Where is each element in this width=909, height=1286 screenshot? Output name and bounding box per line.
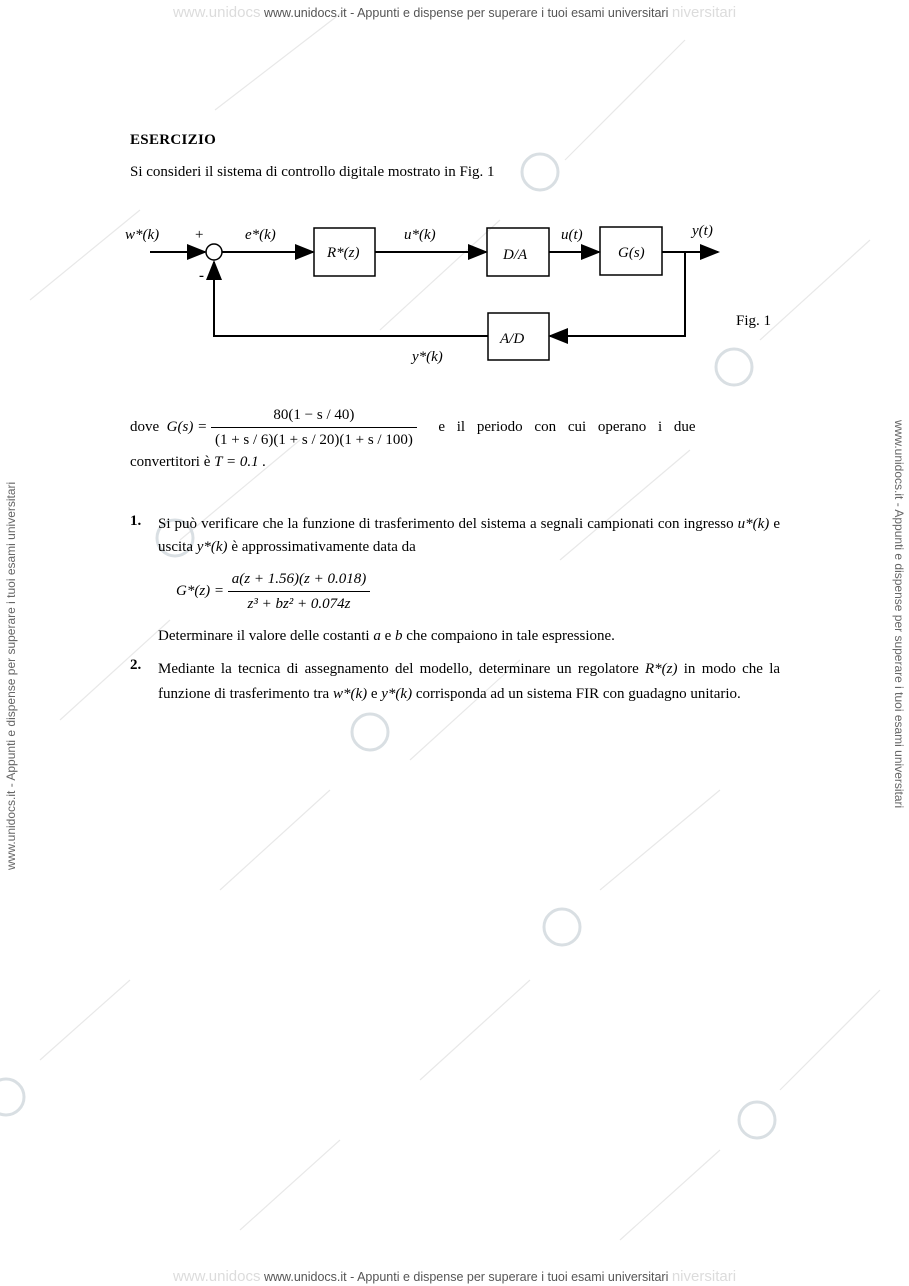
exercise-title: ESERCIZIO	[130, 132, 217, 148]
watermark-banner-bottom: www.unidocs.it - Appunti e dispense per superare i tuoi esami universitari	[263, 1270, 669, 1284]
question-2-number: 2.	[130, 657, 142, 673]
feedback-line-right	[550, 252, 685, 336]
adc-label: A/D	[500, 331, 525, 347]
formula-denominator: z³ + bz² + 0.074z	[247, 596, 351, 612]
gs-fraction	[211, 404, 417, 451]
question-1-followup: Determinare il valore delle costanti a e b che compaiono in tale espressione.	[158, 628, 615, 644]
gs-lhs: G(s) =	[166, 418, 208, 435]
question-1-text: Si può verificare che la funzione di trasferimento del sistema a segnali campionati con ingresso u*(k) e uscita y*(k) è approssimativamente data da	[158, 516, 780, 555]
control-label: u*(k)	[404, 227, 436, 243]
watermark-side-left: www.unidocs.it - Appunti e dispense per superare i tuoi esami universitari	[4, 481, 18, 870]
summing-junction	[206, 244, 222, 260]
watermark-header: www.unidocs www.unidocs.it - Appunti e dispense per superare i tuoi esami universitari niversitari	[172, 4, 737, 21]
gs-trail-text: e il periodo con cui operano i due	[438, 418, 696, 435]
figure-caption: Fig. 1	[736, 313, 772, 329]
watermark-banner-top: www.unidocs.it - Appunti e dispense per superare i tuoi esami universitari	[263, 6, 669, 20]
dac-label: D/A	[503, 247, 528, 263]
question-1-number: 1.	[130, 513, 142, 529]
input-label: w*(k)	[125, 227, 160, 243]
continuous-control-label: u(t)	[561, 227, 583, 243]
output-label: y(t)	[692, 223, 713, 239]
gs-denominator: (1 + s / 6)(1 + s / 20)(1 + s / 100)	[214, 432, 413, 448]
gs-numerator: 80(1 − s / 40)	[211, 404, 417, 428]
plus-sign: +	[195, 227, 204, 243]
plant-definition: dove G(s) = $\frac{80(1 - s / 40)}{(1 + s / 6)(1 + s / 20)(1 + s / 100)}$ e il periodo con cui operano i due	[130, 404, 780, 451]
watermark-footer: www.unidocs www.unidocs.it - Appunti e dispense per superare i tuoi esami universitari niversitari	[172, 1268, 737, 1285]
formula-numerator: a(z + 1.56)(z + 0.018)	[228, 568, 370, 592]
error-label: e*(k)	[245, 227, 276, 243]
plant-label: G(s)	[618, 245, 645, 261]
period-value: T = 0.1 .	[214, 454, 267, 470]
transfer-function-formula	[176, 568, 370, 615]
minus-sign: -	[199, 268, 204, 284]
feedback-line-left	[214, 262, 488, 336]
feedback-label: y*(k)	[412, 349, 443, 365]
period-definition: convertitori è T = 0.1 .	[130, 454, 267, 470]
watermark-side-right: www.unidocs.it - Appunti e dispense per superare i tuoi esami universitari	[892, 420, 906, 809]
exercise-intro: Si consideri il sistema di controllo digitale mostrato in Fig. 1	[130, 164, 495, 180]
controller-label: R*(z)	[327, 245, 360, 261]
question-2-text: Mediante la tecnica di assegnamento del modello, determinare un regolatore R*(z) in modo che la funzione di trasferimento tra w*(k) e y*(k) corrisponda ad un sistema FIR con guadagno unitario.	[158, 661, 781, 702]
formula-lhs: G*(z) =	[176, 582, 225, 599]
